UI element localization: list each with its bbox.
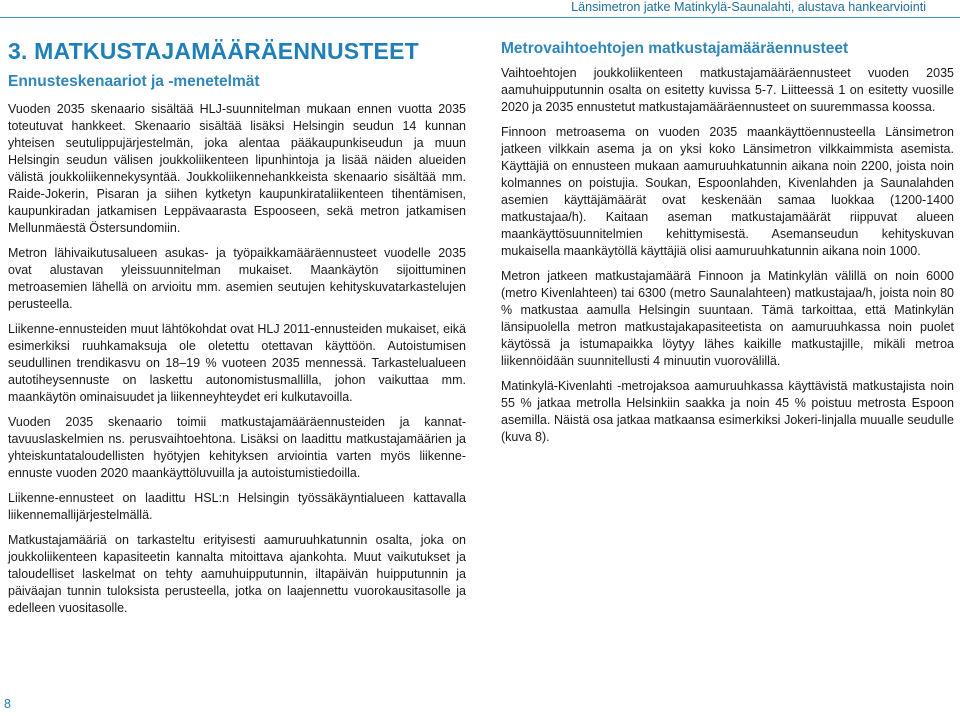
right-column: [501, 40, 954, 446]
section-title: 3. MATKUSTAJAMÄÄRÄENNUSTEET: [8, 38, 419, 64]
paragraph: Metron jatkeen matkustajamäärä Finnoon ja Matinkylän välillä on noin 6000 (metro Kivenlahteen) tai 6300 (metro Saunalahteen) matkustajaa/h, joista noin 80 % matkustaa aamulla Helsingin suuntaan. Tämä tarkoittaa, että Matinkylän länsipuolella metron matkustajakapasiteetista on aamuruuhkassa noin puolet käytössä ja istumapaikka löytyy lähes kaikille matkustajille, mikäli metroa liikennöidään suunnitellusti 4 minuutin vuorovälillä.: [501, 269, 954, 368]
running-head: Länsimetron jatke Matinkylä-Saunalahti, alustava hankearviointi: [571, 0, 926, 14]
paragraph: Vuoden 2035 skenaario toimii matkustajamääräennusteiden ja kannattavuuslaskelmien ns. perusvaihtoehtona. Lisäksi on laadittu matkustajamäärien ja yhteiskuntataloudellisten hyötyjen kehityksen arviointia varten myös liikenne-ennuste vuoden 2020 maankäyttöluvuilla ja autoistumistiedoilla.: [8, 415, 466, 480]
paragraph: Liikenne-ennusteiden muut lähtökohdat ovat HLJ 2011-ennusteiden mukaiset, eikä esimerkiksi ruuhkamaksuja ole oletettu otettavan käyttöön. Autoistumisen seudullinen trendikasvu on 18–19 % vuoteen 2035 mennessä. Tarkastelualueen autotiheysennuste on laskettu autonomistusmallilla, johon vaikuttaa mm. maankäytön ominaisuudet ja liikenneyhteydet eri kulkutavoilla.: [8, 322, 466, 404]
paragraph: Matkustajamääriä on tarkasteltu erityisesti aamuruuhkatunnin osalta, joka on joukkoliikenteen kapasiteetin kannalta mitoittava ajankohta. Muut vaikutukset ja taloudelliset laskelmat on tehty aamuhuipputunnin, iltapäivän huipputunnin ja päiväajan tunnin tuloksista perusteella, jotka on laajennettu vuorokausitasolle ja edelleen vuositasolle.: [8, 533, 466, 615]
left-column: [8, 38, 466, 617]
section-subtitle: Metrovaihtoehtojen matkustajamääräennusteet: [501, 40, 849, 57]
paragraph: Vuoden 2035 skenaario sisältää HLJ-suunnitelman mukaan ennen vuotta 2035 toteutuvat hankkeet. Skenaario sisältää lisäksi Helsingin seudun 14 kunnan yhteisen seutulippujärjestelmän, joka alentaa pääkaupunkiseudun ja muun Helsingin seudun välisen joukkoliikenteen lipunhintoja ja lisää näiden alueiden välistä joukkoliikennekysyntää. Joukkoliikennehankkeista skenaario sisältää mm. Raide-Jokerin, Pisaran ja siihen kytketyn kaupunkirataliikenteen tihentämisen, kaupunkiradan jatkamisen Leppävaarasta Espooseen, sekä metron jatkamisen Mellunmäestä Östersundomiin.: [8, 102, 466, 235]
paragraph: Finnoon metroasema on vuoden 2035 maankäyttöennusteella Länsimetron jatkeen vilkkain asema ja on yksi koko Länsimetron vilkkaimmista asemista. Käyttäjiä on ennusteen mukaan aamuruuhkatunnin aikana noin 2200, joista noin kolmannes on poistujia. Soukan, Espoonlahden, Kivenlahden ja Saunalahden asemien käyttäjämäärät ovat keskenään samaa luokkaa (1200-1400 matkustajaa/h). Kaitaan aseman matkustajamäärät riippuvat alueen maankäyttösuunnitelmien kehittymisestä. Asemanseudun kehityskuvan mukaisella maankäytöllä käyttäjiä olisi aamuruuhkatunnin aikana noin 1000.: [501, 125, 954, 258]
paragraph: Liikenne-ennusteet on laadittu HSL:n Helsingin työssäkäyntialueen kattavalla liikennemallijärjestelmällä.: [8, 491, 466, 522]
section-subtitle: Ennusteskenaariot ja -menetelmät: [8, 73, 260, 90]
paragraph: Vaihtoehtojen joukkoliikenteen matkustajamääräennusteet vuoden 2035 aamuhuipputunnin osalta on esitetty kuvissa 5-7. Liitteessä 1 on esitetty vuosille 2020 ja 2035 ennustetut matkustajamääräennusteet on suuremmassa koossa.: [501, 66, 954, 114]
page-number: 8: [4, 697, 11, 711]
paragraph: Matinkylä-Kivenlahti -metrojaksoa aamuruuhkassa käyttävistä matkustajista noin 55 % jatkaa metrolla Helsinkiin saakka ja noin 45 % poistuu metrosta Espoon asemilla. Näistä osa jatkaa matkaansa esimerkiksi Jokeri-linjalla muualle seudulle (kuva 8).: [501, 379, 954, 444]
header-rule: [0, 17, 960, 18]
paragraph: Metron lähivaikutusalueen asukas- ja työpaikkamääräennusteet vuodelle 2035 ovat alustavan yleissuunnitelman mukaiset. Maankäytön sijoittuminen metroasemien lähellä on arvioitu mm. asemien seutujen kehityskuvatarkastelujen perusteella.: [8, 246, 466, 311]
